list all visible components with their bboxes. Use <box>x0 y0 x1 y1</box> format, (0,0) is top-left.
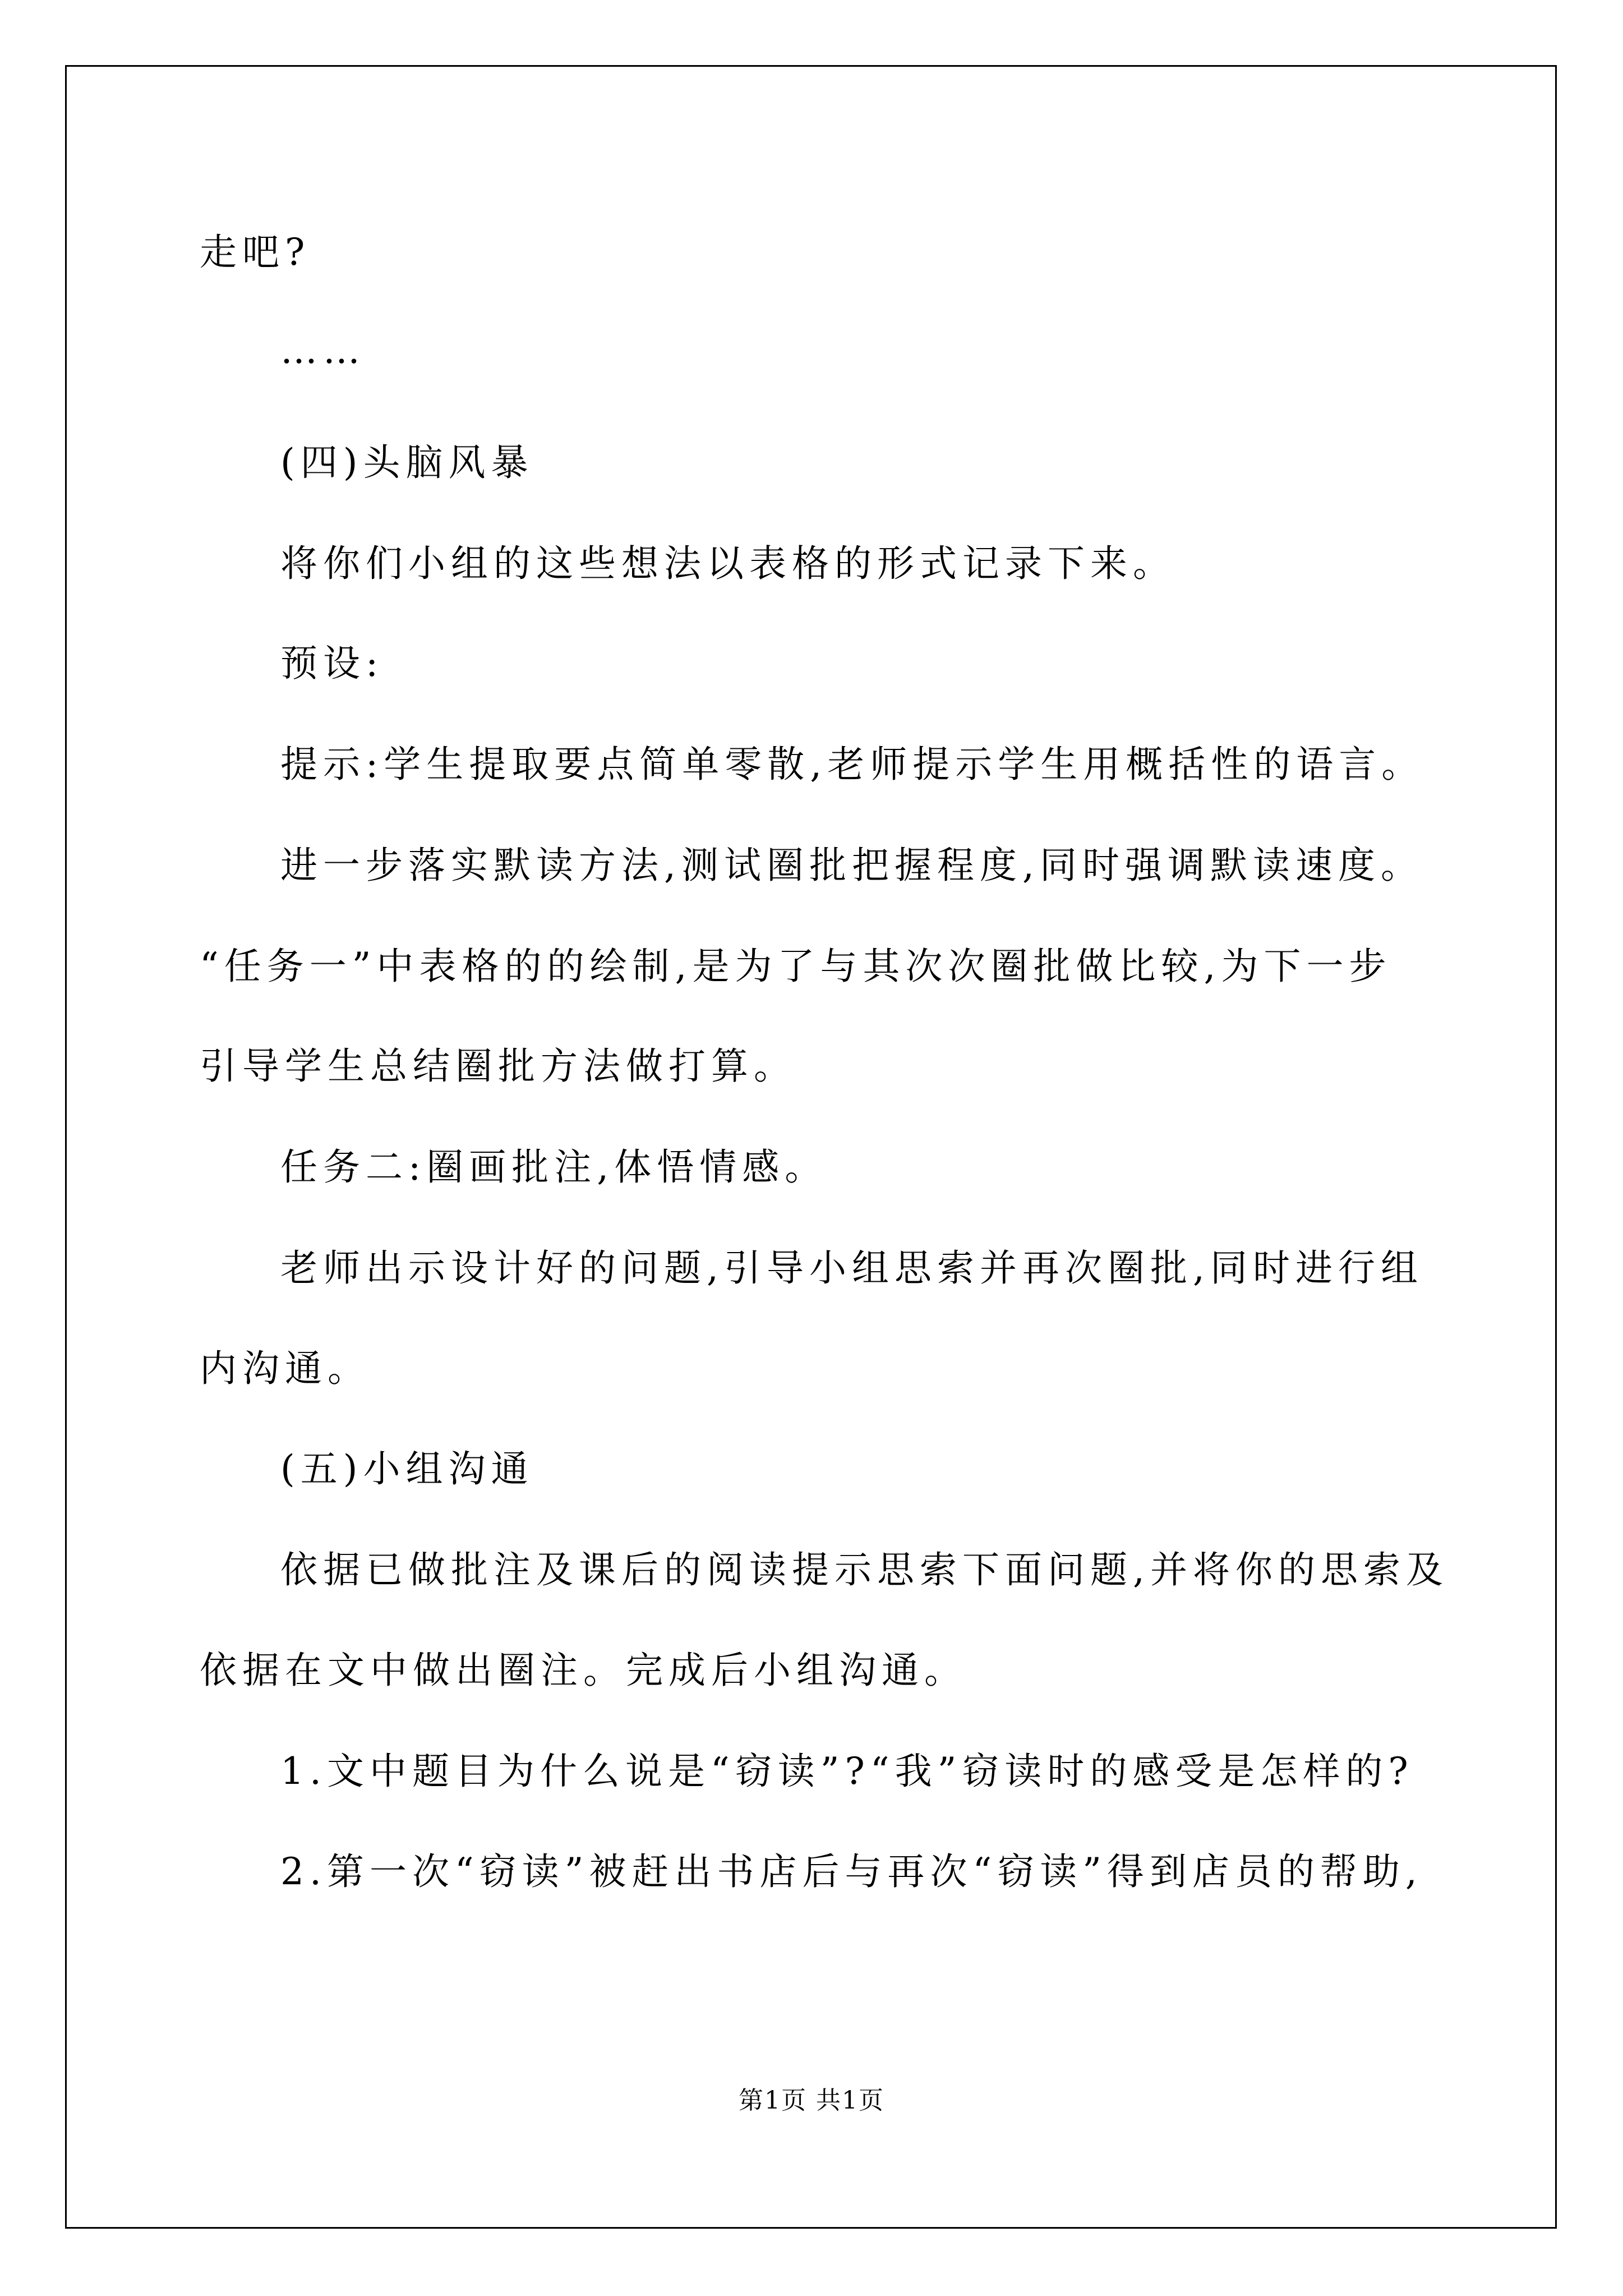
page-number: 第1页 共1页 <box>739 2086 884 2115</box>
question-line: 1.文中题目为什么说是“窃读”?“我”窃读时的感受是怎样的? <box>280 1750 1414 1793</box>
section-heading: (五)小组沟通 <box>280 1447 534 1490</box>
paragraph-line: 预设: <box>280 642 384 685</box>
paragraph-line: 依据已做批注及课后的阅读提示思索下面问题,并将你的思索及 <box>280 1548 1449 1591</box>
paragraph-line: 将你们小组的这些想法以表格的形式记录下来。 <box>280 542 1175 585</box>
paragraph-line: 老师出示设计好的问题,引导小组思索并再次圈批,同时进行组 <box>280 1246 1423 1290</box>
paragraph-line: 依据在文中做出圈注。完成后小组沟通。 <box>200 1649 967 1692</box>
text-line: 走吧? <box>200 231 311 274</box>
paragraph-line: 任务二:圈画批注,体悟情感。 <box>280 1145 828 1189</box>
section-heading: (四)头脑风暴 <box>280 441 534 484</box>
paragraph-line: 提示:学生提取要点简单零散,老师提示学生用概括性的语言。 <box>280 743 1424 786</box>
question-line: 2.第一次“窃读”被赶出书店后与再次“窃读”得到店员的帮助, <box>280 1850 1423 1893</box>
paragraph-line: “任务一”中表格的的绘制,是为了与其次次圈批做比较,为下一步 <box>200 945 1392 988</box>
paragraph-line: 引导学生总结圈批方法做打算。 <box>200 1045 796 1088</box>
paragraph-line: 内沟通。 <box>200 1347 370 1390</box>
paragraph-line: 进一步落实默读方法,测试圈批把握程度,同时强调默读速度。 <box>280 844 1423 887</box>
ellipsis-line: …… <box>280 329 366 372</box>
